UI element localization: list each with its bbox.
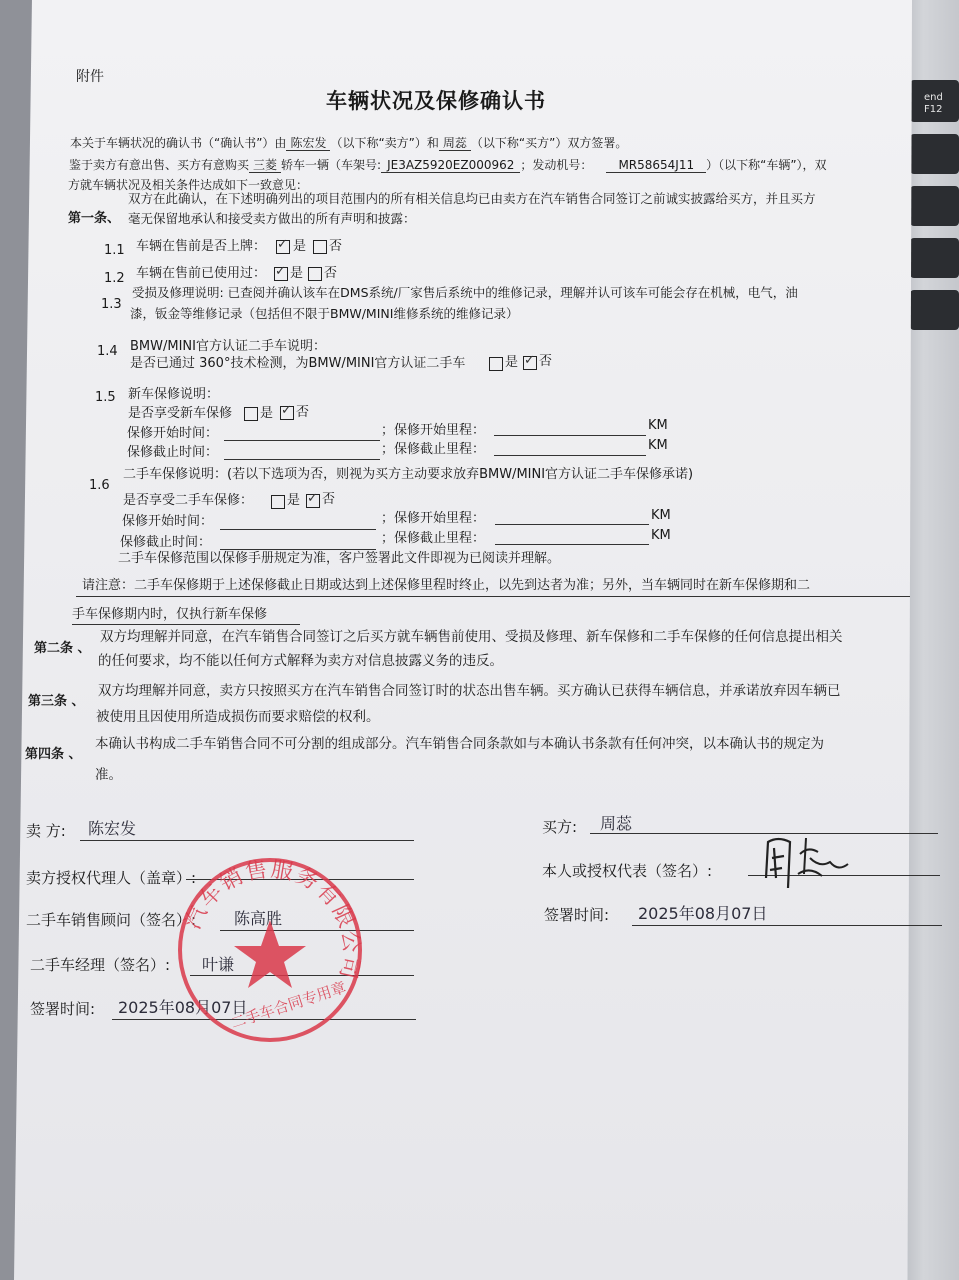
item-1-5-text: 是否享受新车保修 — [128, 406, 233, 421]
used-warranty-scope-text: 二手车保修范围以保修手册规定为准，客户签署此文件即视为已阅读并理解。 — [118, 551, 561, 566]
buyer-date-label: 签署时间: — [544, 906, 610, 924]
seal-company-text: 汽车销售服务有限公司 — [180, 857, 364, 983]
item-1-6-no-label: 否 — [322, 492, 336, 507]
item-1-2-text: 车辆在售前已使用过： — [136, 266, 267, 281]
used-warranty-start-mileage-field[interactable] — [495, 524, 649, 525]
notice-underline — [72, 624, 300, 625]
article-4-text: 准。 — [95, 767, 122, 783]
item-number: 1.3 — [101, 297, 122, 312]
item-1-6-text: 是否享受二手车保修： — [123, 493, 254, 508]
warranty-end-time-field[interactable] — [224, 459, 380, 460]
item-number: 1.5 — [95, 390, 116, 405]
km-unit: KM — [651, 508, 671, 523]
used-warranty-start-time-label: 保修开始时间： — [122, 514, 214, 529]
seller-agent-label: 卖方授权代理人（盖章）: — [26, 869, 197, 887]
brand-field: 三菱 — [249, 158, 281, 173]
warranty-start-mileage-field[interactable] — [494, 435, 646, 436]
buyer-rep-label: 本人或授权代表（签名）: — [542, 862, 713, 880]
vin-field: JE3AZ5920EZ000962 — [381, 158, 520, 173]
item-1-1-yes-checkbox[interactable] — [276, 240, 290, 254]
article-2-label: 第二条 、 — [34, 641, 91, 656]
item-1-6-yes-checkbox[interactable] — [271, 495, 285, 509]
item-1-2-yes-label: 是 — [290, 266, 304, 281]
km-unit: KM — [648, 418, 668, 433]
buyer-handwritten-signature — [748, 828, 858, 896]
seller-name-field: 陈宏发 — [286, 136, 330, 151]
intro-line-2: 鉴于卖方有意出售、买方有意购买 三菱 轿车一辆（车架号: JE3AZ5920EZ000962 ；发动机号： MR58654J11 ）（以下称“车辆”），双 — [69, 158, 827, 172]
used-warranty-end-mileage-label: ；保修截止里程： — [381, 531, 486, 546]
article-1-text: 毫无保留地承认和接受卖方做出的所有声明和披露： — [128, 211, 416, 226]
keyboard-key — [910, 134, 959, 174]
used-warranty-start-time-field[interactable] — [220, 529, 376, 530]
warranty-start-mileage-label: ；保修开始里程： — [381, 423, 486, 438]
notice-line-1: 请注意：二手车保修期于上述保修截止日期或达到上述保修里程时终止，以先到达者为准；另外，当车辆同时在新车保修期和二 — [82, 578, 811, 593]
item-1-5-no-label: 否 — [296, 405, 310, 420]
sales-advisor-label: 二手车销售顾问（签名）: — [26, 911, 197, 929]
km-unit: KM — [648, 438, 668, 453]
item-1-5-yes-label: 是 — [260, 406, 274, 421]
item-1-2-no-checkbox[interactable] — [308, 267, 322, 281]
item-1-2-no-label: 否 — [324, 266, 338, 281]
article-1-text: 双方在此确认，在下述明确列出的项目范围内的所有相关信息均已由卖方在汽车销售合同签订之前诚实披露给买方，并且买方 — [128, 191, 816, 206]
warranty-end-time-label: 保修截止时间： — [127, 445, 219, 460]
warranty-end-mileage-field[interactable] — [494, 455, 646, 456]
keyboard-key — [910, 290, 959, 330]
item-1-1-text: 车辆在售前是否上牌： — [136, 239, 267, 254]
article-4-label: 第四条 、 — [25, 747, 82, 762]
item-1-3-text: 受损及修理说明: 已查阅并确认该车在DMS系统/厂家售后系统中的维修记录，理解并认可该车可能会存在机械，电气，油 — [132, 285, 798, 300]
item-number: 1.1 — [104, 243, 125, 258]
article-2-text: 的任何要求，均不能以任何方式解释为卖方对信息披露义务的违反。 — [98, 653, 503, 669]
document-title: 车辆状况及保修确认书 — [326, 89, 546, 113]
item-1-1-yes-label: 是 — [293, 239, 307, 254]
manager-value: 叶谦 — [202, 955, 235, 974]
item-1-1-no-checkbox[interactable] — [313, 240, 327, 254]
buyer-date-value: 2025年08月07日 — [638, 904, 768, 923]
item-1-4-text: 是否已通过 360°技术检测，为BMW/MINI官方认证二手车 — [130, 356, 466, 371]
attachment-label: 附件 — [76, 69, 104, 85]
intro-line-3: 方就车辆状况及相关条件达成如下一致意见： — [68, 178, 309, 192]
article-3-text: 被使用且因使用所造成损伤而要求赔偿的权利。 — [96, 709, 380, 725]
item-number: 1.6 — [89, 478, 110, 493]
seal-sub-text: 二手车合同专用章 — [228, 978, 349, 1033]
warranty-start-time-field[interactable] — [224, 440, 380, 441]
intro-line-1: 本关于车辆状况的确认书（“确认书”）由 陈宏发 （以下称“卖方”）和 周蕊 （以下称“买方”）双方签署。 — [70, 136, 628, 150]
item-1-2-yes-checkbox[interactable] — [274, 267, 288, 281]
notice-underline — [76, 596, 910, 597]
article-3-text: 双方均理解并同意，卖方只按照买方在汽车销售合同签订时的状态出售车辆。买方确认已获得车辆信息，并承诺放弃因车辆已 — [98, 683, 841, 699]
keyboard-key — [910, 238, 959, 278]
seller-label: 卖 方: — [26, 822, 66, 840]
buyer-name-field: 周蕊 — [439, 136, 471, 151]
engine-number-field: MR58654J11 — [606, 158, 706, 173]
item-number: 1.2 — [104, 271, 125, 286]
manager-label: 二手车经理（签名）: — [30, 956, 171, 974]
sales-advisor-value: 陈高胜 — [234, 909, 283, 928]
km-unit: KM — [651, 528, 671, 543]
item-number: 1.4 — [97, 344, 118, 359]
item-1-1-no-label: 否 — [329, 239, 343, 254]
seller-date-value: 2025年08月07日 — [118, 998, 248, 1017]
article-2-text: 双方均理解并同意，在汽车销售合同签订之后买方就车辆售前使用、受损及修理、新车保修和二手车保修的任何信息提出相关 — [100, 629, 843, 645]
company-seal-stamp — [170, 850, 370, 1050]
article-1-label: 第一条、 — [68, 211, 121, 226]
item-1-5-title: 新车保修说明： — [128, 387, 220, 402]
item-1-6-title: 二手车保修说明：(若以下选项为否，则视为买方主动要求放弃BMW/MINI官方认证二手车保修承诺) — [123, 467, 694, 482]
seller-date-label: 签署时间: — [30, 1000, 96, 1018]
item-1-4-no-label: 否 — [539, 354, 553, 369]
warranty-end-mileage-label: ；保修截止里程： — [381, 442, 486, 457]
item-1-4-yes-label: 是 — [505, 355, 519, 370]
item-1-6-no-checkbox[interactable] — [306, 494, 320, 508]
keyboard-key — [910, 186, 959, 226]
item-1-4-yes-checkbox[interactable] — [489, 357, 503, 371]
item-1-4-title: BMW/MINI官方认证二手车说明： — [130, 339, 326, 354]
buyer-label: 买方: — [542, 818, 578, 836]
seller-value: 陈宏发 — [88, 819, 137, 838]
end-key-label: end F12 — [924, 92, 943, 115]
used-warranty-end-mileage-field[interactable] — [495, 544, 649, 545]
notice-line-2: 手车保修期内时，仅执行新车保修 — [72, 607, 268, 622]
item-1-3-text: 漆，钣金等维修记录（包括但不限于BMW/MINI维修系统的维修记录） — [130, 306, 519, 321]
item-1-6-yes-label: 是 — [287, 493, 301, 508]
used-warranty-end-time-label: 保修截止时间： — [120, 535, 212, 550]
warranty-start-time-label: 保修开始时间： — [127, 426, 219, 441]
article-4-text: 本确认书构成二手车销售合同不可分割的组成部分。汽车销售合同条款如与本确认书条款有任何冲突，以本确认书的规定为 — [95, 736, 824, 752]
used-warranty-start-mileage-label: ；保修开始里程： — [381, 511, 486, 526]
buyer-value: 周蕊 — [600, 814, 633, 833]
article-3-label: 第三条 、 — [28, 694, 85, 709]
seller-line — [80, 840, 414, 841]
item-1-5-yes-checkbox[interactable] — [244, 407, 258, 421]
item-1-5-no-checkbox[interactable] — [280, 406, 294, 420]
buyer-date-line[interactable] — [632, 925, 942, 926]
item-1-4-no-checkbox[interactable] — [523, 356, 537, 370]
